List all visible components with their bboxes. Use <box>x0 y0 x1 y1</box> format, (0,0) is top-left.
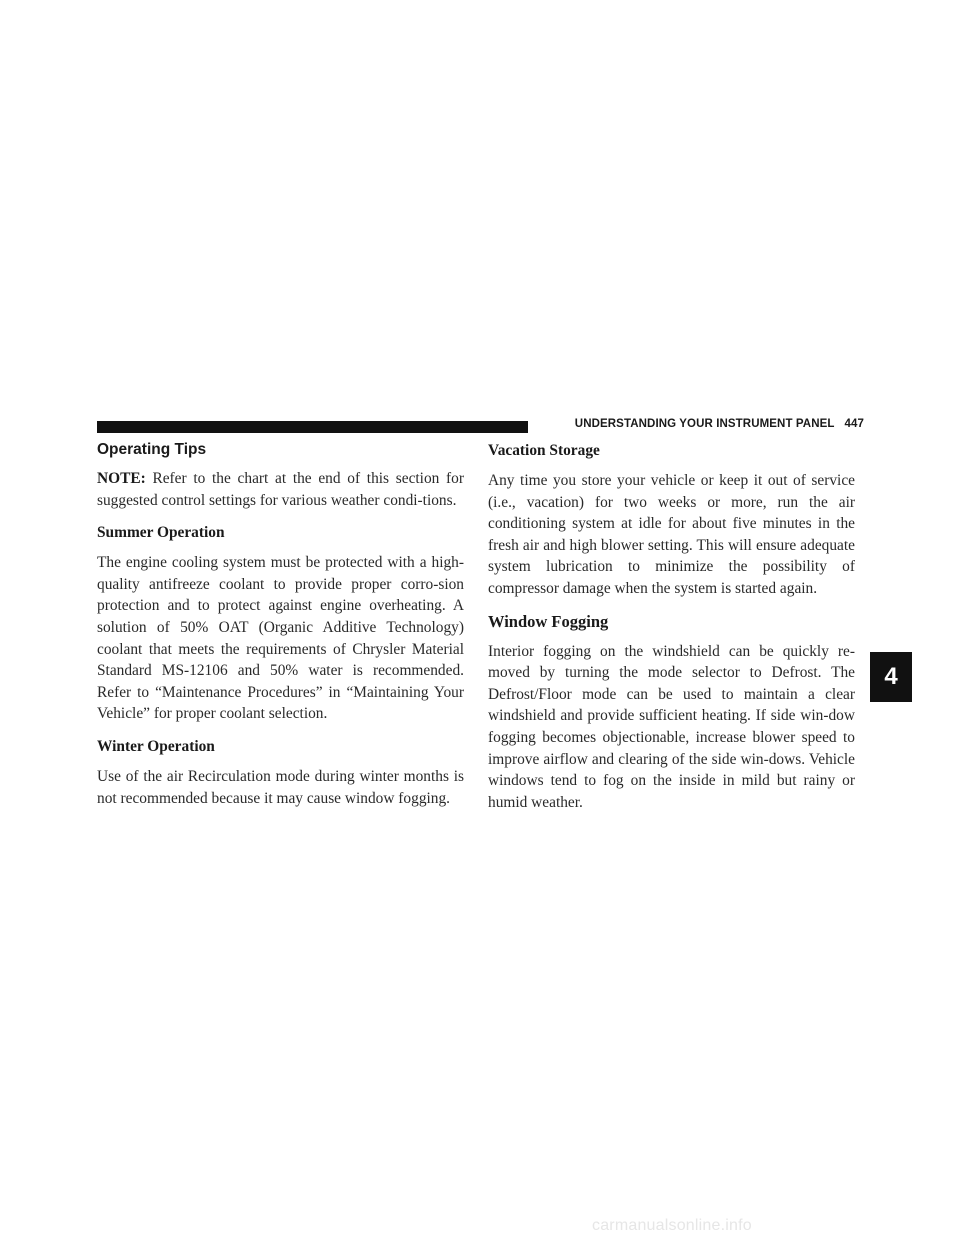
winter-operation-text: Use of the air Recirculation mode during winter months is not recommended because it may cause window fogging. <box>97 767 464 807</box>
winter-operation-heading: Winter Operation <box>97 737 215 755</box>
page-number: 447 <box>844 418 864 430</box>
note-paragraph <box>97 468 464 511</box>
summer-operation-heading: Summer Operation <box>97 524 225 542</box>
chapter-tab: 4 <box>870 652 912 702</box>
watermark: carmanualsonline.info <box>592 1217 752 1234</box>
right-column <box>488 441 855 825</box>
summer-operation-text: The engine cooling system must be protected with a high-quality antifreeze coolant to provide proper corro-sion protection and to protect against engine overheating. A solution of 50% OAT (Organic Additive Technology) coolant that meets the requirements of Chrysler Material Standard MS-12106 and 50% water is recommended. Refer to “Maintenance Procedures” in “Maintaining Your Vehicle” for proper coolant selection. <box>97 554 464 723</box>
window-fogging-heading: Window Fogging <box>488 611 609 631</box>
note-label: NOTE: <box>97 470 146 487</box>
section-title: UNDERSTANDING YOUR INSTRUMENT PANEL <box>574 418 835 430</box>
vacation-storage-heading: Vacation Storage <box>488 442 600 459</box>
running-header <box>536 418 864 430</box>
note-text: Refer to the chart at the end of this section for suggested control settings for various weather condi-tions. <box>97 470 464 509</box>
header-rule <box>97 421 528 433</box>
left-column <box>97 440 464 821</box>
window-fogging-text: Interior fogging on the windshield can be quickly re-moved by turning the mode selector to Defrost. The Defrost/Floor mode can be used to maintain a clear windshield and provide sufficient heating. If side win-dow fogging becomes objectionable, increase blower speed to improve airflow and clearing of the side win-dows. Vehicle windows tend to fog on the inside in mild but rainy or humid weather. <box>488 642 855 811</box>
vacation-storage-text: Any time you store your vehicle or keep it out of service (i.e., vacation) for two weeks or more, run the air conditioning system at idle for about five minutes in the fresh air and high blower setting. This will ensure adequate system lubrication to minimize the possibility of compressor damage when the system is started again. <box>488 472 855 597</box>
operating-tips-heading: Operating Tips <box>97 441 207 458</box>
